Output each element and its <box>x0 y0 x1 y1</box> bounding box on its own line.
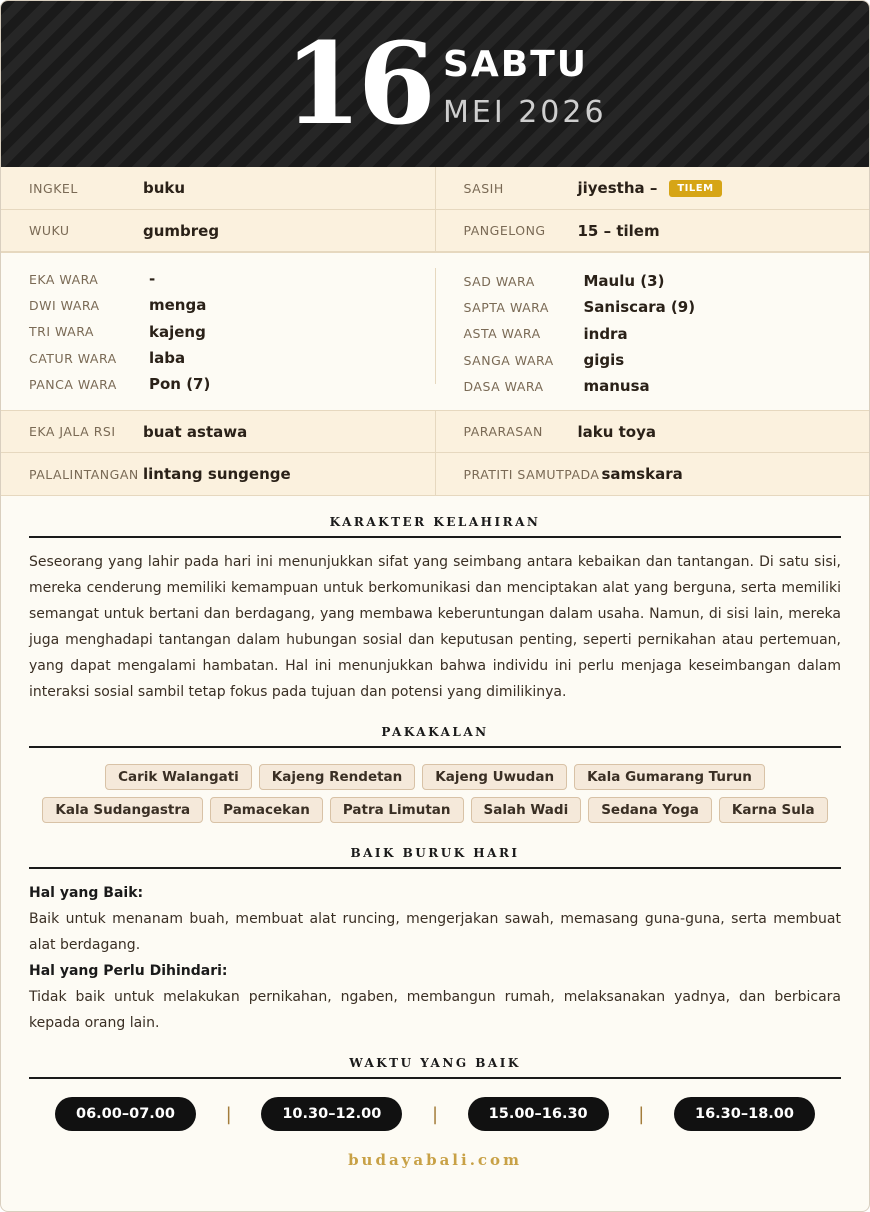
wara-label: TRI WARA <box>29 324 94 340</box>
wara-value: laba <box>149 349 186 368</box>
wara-row <box>464 294 870 320</box>
wara-value: - <box>149 270 156 289</box>
bad-text: Tidak baik untuk melakukan pernikahan, ngaben, membangun rumah, melaksanakan yadnya, dan berbicara kepada orang lain. <box>29 989 841 1031</box>
wara-row <box>29 319 435 345</box>
wuku-label: WUKU <box>29 223 70 238</box>
month-year: MEI 2026 <box>443 95 607 130</box>
wara-label: ASTA WARA <box>463 326 541 342</box>
karakter-text: Seseorang yang lahir pada hari ini menunjukkan sifat yang seimbang antara kebaikan dan tantangan. Di satu sisi, mereka cenderung memiliki kemampuan untuk berkomunikasi dan menciptakan alat yang berguna, serta memiliki semangat untuk bertani dan berdagang, yang membawa keberuntungan dalam usaha. Namun, di sisi lain, mereka juga menghadapi tantangan dalam hubungan sosial dan keputusan penting, seperti pernikahan atau pertemuan, yang dapat mengalami hambatan. Hal ini menunjukkan bahwa individu ini perlu menjaga keseimbangan dalam interaksi sosial sambil tetap fokus pada tujuan dan potensi yang dimilikinya. <box>29 554 841 700</box>
pakakalan-chip: Kala Gumarang Turun <box>574 764 765 790</box>
eka-jala-rsi-cell <box>1 411 435 452</box>
wara-row <box>29 266 435 292</box>
pakakalan-chip: Carik Walangati <box>105 764 252 790</box>
time-slot-pill: 10.30–12.00 <box>261 1097 402 1131</box>
wara-row <box>29 345 435 371</box>
time-slot-pill: 06.00–07.00 <box>55 1097 196 1131</box>
wara-value: Pon (7) <box>149 375 211 394</box>
pakakalan-list <box>29 764 841 830</box>
pratiti-label: PRATITI SAMUTPADA <box>463 466 600 482</box>
wara-left-column <box>1 266 435 410</box>
sasih-label: SASIH <box>463 180 504 196</box>
day-name: SABTU <box>443 44 589 85</box>
date-header <box>1 1 869 167</box>
baik-buruk-content <box>29 880 841 1036</box>
time-slot-pill: 16.30–18.00 <box>674 1097 815 1131</box>
wara-label: PANCA WARA <box>29 376 117 392</box>
palalintangan-label: PALALINTANGAN <box>29 466 139 482</box>
wuku-value: gumbreg <box>143 221 220 240</box>
wara-label: DASA WARA <box>463 378 544 394</box>
wara-label: SAD WARA <box>463 273 535 289</box>
baik-buruk-title: BAIK BURUK HARI <box>29 846 841 869</box>
wara-row <box>29 292 435 318</box>
pakakalan-chip: Karna Sula <box>719 797 828 823</box>
pangelong-cell <box>435 210 870 251</box>
pararasan-label: PARARASAN <box>463 424 543 439</box>
palalintangan-cell <box>1 453 435 495</box>
wara-value: gigis <box>583 351 625 370</box>
pangelong-value: 15 – tilem <box>577 221 660 240</box>
ingkel-label: INGKEL <box>29 180 78 196</box>
time-separator: | <box>225 1103 232 1125</box>
karakter-title: KARAKTER KELAHIRAN <box>29 515 841 538</box>
eka-jala-rsi-label: EKA JALA RSI <box>29 424 116 439</box>
palalintangan-value: lintang sungenge <box>143 465 291 483</box>
pratiti-value: samskara <box>601 465 683 483</box>
ingkel-cell <box>1 167 435 209</box>
site-footer-link[interactable]: budayabali.com <box>348 1151 522 1169</box>
wara-grid <box>1 253 869 411</box>
wara-label: SANGA WARA <box>463 352 554 368</box>
wara-row <box>29 371 435 397</box>
wara-label: EKA WARA <box>29 271 99 287</box>
pakakalan-chip: Salah Wadi <box>471 797 582 823</box>
wara-value: manusa <box>583 377 650 396</box>
pararasan-cell <box>435 411 870 452</box>
pararasan-value: laku toya <box>577 422 657 441</box>
time-slot-pill: 15.00–16.30 <box>468 1097 609 1131</box>
time-separator: | <box>638 1103 645 1125</box>
sasih-value: jiyestha – <box>577 179 658 197</box>
time-separator: | <box>431 1103 439 1125</box>
sasih-cell <box>435 167 870 209</box>
wara-value: indra <box>583 324 628 343</box>
wara-value: Saniscara (9) <box>583 298 696 317</box>
wara-row <box>464 347 870 373</box>
pakakalan-chip: Kala Sudangastra <box>42 797 203 823</box>
pakakalan-chip: Kajeng Uwudan <box>422 764 567 790</box>
wara-row <box>464 268 870 294</box>
wara-row <box>464 373 870 399</box>
pakakalan-chip: Patra Limutan <box>330 797 464 823</box>
pakakalan-chip: Sedana Yoga <box>588 797 712 823</box>
wara-label: SAPTA WARA <box>463 299 549 315</box>
wara-row <box>464 321 870 347</box>
wara-value: kajeng <box>149 322 206 341</box>
waktu-slots <box>29 1097 841 1131</box>
wara-label: DWI WARA <box>29 297 100 313</box>
info-row-ingkel-sasih <box>1 167 869 210</box>
wara-value: Maulu (3) <box>583 272 665 291</box>
wara-value: menga <box>149 296 207 315</box>
bad-heading: Hal yang Perlu Dihindari: <box>29 963 228 979</box>
ingkel-value: buku <box>143 179 186 197</box>
eka-jala-rsi-value: buat astawa <box>143 422 248 441</box>
pakakalan-chip: Kajeng Rendetan <box>259 764 416 790</box>
good-heading: Hal yang Baik: <box>29 885 144 901</box>
info-row-eka-jala-pararasan <box>1 411 869 453</box>
wara-label: CATUR WARA <box>29 350 117 366</box>
tilem-badge: TILEM <box>669 180 721 197</box>
pratiti-cell <box>435 453 870 495</box>
wara-right-column <box>435 268 870 396</box>
pakakalan-chip: Pamacekan <box>210 797 323 823</box>
pangelong-label: PANGELONG <box>463 223 546 238</box>
wuku-cell <box>1 210 435 251</box>
pakakalan-title: PAKAKALAN <box>29 725 841 748</box>
good-text: Baik untuk menanam buah, membuat alat runcing, mengerjakan sawah, memasang guna-guna, serta membuat alat berdagang. <box>29 911 841 953</box>
info-row-wuku-pangelong <box>1 210 869 253</box>
info-row-palalintangan-pratiti <box>1 453 869 496</box>
waktu-title: WAKTU YANG BAIK <box>29 1056 841 1079</box>
day-number: 16 <box>284 19 432 150</box>
